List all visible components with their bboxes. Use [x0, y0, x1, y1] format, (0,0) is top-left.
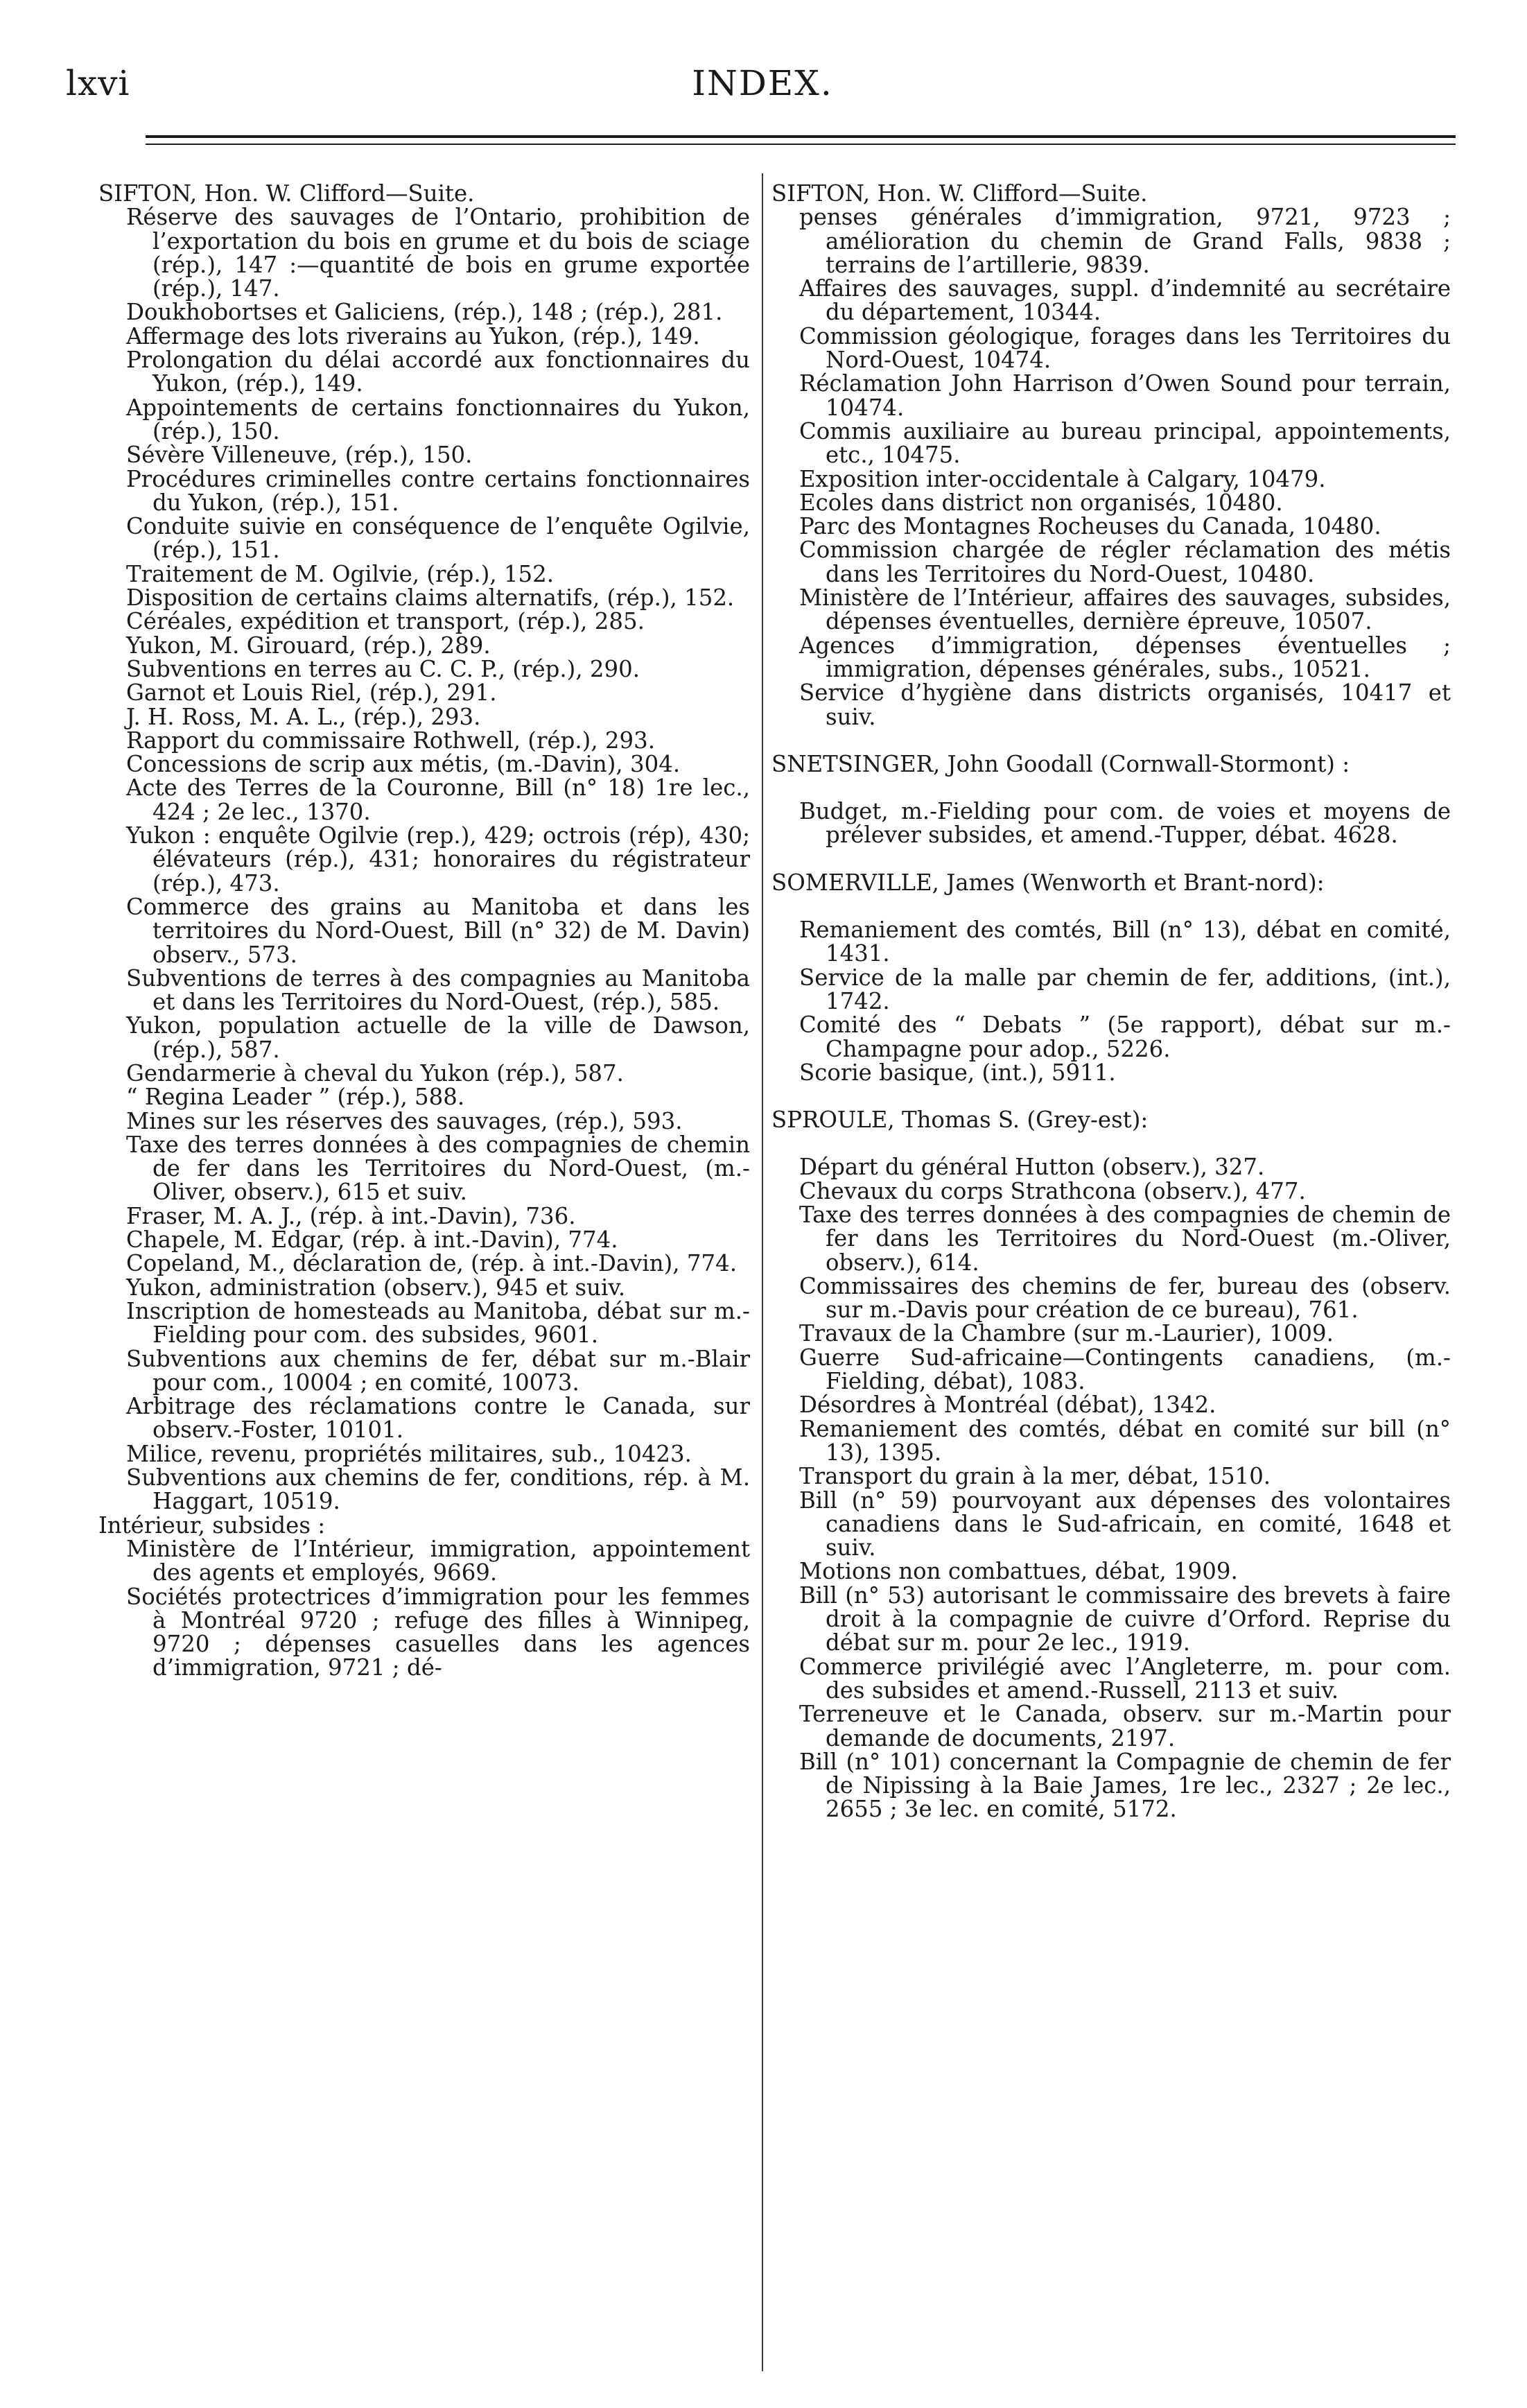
- right-column: [771, 182, 1451, 1821]
- index-entry: Motions non combattues, débat, 1909.: [799, 1558, 1238, 1585]
- index-entry: Service d’hygiène dans districts organisés, 10417 et suiv.: [799, 679, 1451, 730]
- page-title: INDEX.: [692, 63, 833, 103]
- index-entry: Remaniement des comtés, Bill (n° 13), débat en comité, 1431.: [799, 917, 1451, 967]
- index-heading: SIFTON, Hon. W. Clifford—Suite.: [771, 180, 1148, 207]
- index-entry: Travaux de la Chambre (sur m.-Laurier), 1009.: [799, 1320, 1334, 1347]
- index-entry: Doukhobortses et Galiciens, (rép.), 148 ; (rép.), 281.: [126, 299, 723, 326]
- index-entry: Agences d’immigration, dépenses éventuelles ; immigration, dépenses générales, subs., 10521.: [799, 632, 1451, 682]
- index-entry: Yukon, administration (observ.), 945 et suiv.: [126, 1274, 626, 1301]
- index-entry: Fraser, M. A. J., (rép. à int.-Davin), 736.: [126, 1202, 576, 1229]
- index-entry: Commissaires des chemins de fer, bureau des (observ. sur m.-Davis pour création de ce bureau), 761.: [799, 1272, 1451, 1324]
- index-entry: Réserve des sauvages de l’Ontario, prohibition de l’exportation du bois en grume et du bois de sciage (rép.), 147 :—quantité de bois en grume exportée (rép.), 147.: [126, 204, 750, 302]
- index-entry: Subventions de terres à des compagnies au Manitoba et dans les Territoires du Nord-Ouest, (rép.), 585.: [126, 964, 750, 1016]
- index-entry: Commission géologique, forages dans les Territoires du Nord-Ouest, 10474.: [799, 322, 1451, 374]
- index-heading: SNETSINGER, John Goodall (Cornwall-Stormont) :: [771, 750, 1350, 777]
- index-entry: Céréales, expédition et transport, (rép.), 285.: [126, 608, 645, 635]
- index-entry: Terreneuve et le Canada, observ. sur m.-Martin pour demande de documents, 2197.: [799, 1701, 1451, 1751]
- index-entry: Remaniement des comtés, débat en comité sur bill (n° 13), 1395.: [799, 1415, 1451, 1466]
- header-rule-thin: [146, 144, 1456, 145]
- index-heading: SIFTON, Hon. W. Clifford—Suite.: [98, 180, 475, 207]
- index-entry: Arbitrage des réclamations contre le Canada, sur observ.-Foster, 10101.: [126, 1393, 750, 1444]
- index-entry: Comité des “ Debats ” (5e rapport), débat sur m.-Champagne pour adop., 5226.: [799, 1012, 1451, 1062]
- index-heading: SOMERVILLE, James (Wenworth et Brant-nord):: [771, 869, 1325, 896]
- index-entry: Sévère Villeneuve, (rép.), 150.: [126, 442, 473, 469]
- page-header: [66, 55, 1459, 111]
- index-heading: Intérieur, subsides :: [98, 1512, 326, 1539]
- index-entry: Parc des Montagnes Rocheuses du Canada, 10480.: [799, 513, 1381, 540]
- index-heading: SPROULE, Thomas S. (Grey-est):: [771, 1107, 1149, 1134]
- spacer: [771, 729, 1451, 752]
- index-entry: Acte des Terres de la Couronne, Bill (n° 18) 1re lec., 424 ; 2e lec., 1370.: [126, 774, 750, 825]
- index-entry: “ Regina Leader ” (rép.), 588.: [126, 1084, 465, 1111]
- spacer: [771, 776, 1451, 799]
- index-entry: Inscription de homesteads au Manitoba, débat sur m.-Fielding pour com. des subsides, 9601.: [126, 1297, 750, 1349]
- index-entry: Rapport du commissaire Rothwell, (rép.), 293.: [126, 727, 656, 754]
- index-entry: Ministère de l’Intérieur, affaires des sauvages, subsides, dépenses éventuelles, dernière épreuve, 10507.: [799, 584, 1451, 635]
- index-entry: Ecoles dans district non organisés, 10480.: [799, 489, 1283, 516]
- index-entry: Taxe des terres données à des compagnies de chemin de fer dans les Territoires du Nord-Ouest, (m.-Oliver, observ.), 615 et suiv.: [126, 1131, 750, 1206]
- index-entry: Subventions en terres au C. C. P., (rép.), 290.: [126, 655, 640, 682]
- header-rule-thick: [146, 135, 1456, 138]
- index-entry: Subventions aux chemins de fer, débat sur m.-Blair pour com., 10004 ; en comité, 10073.: [126, 1345, 750, 1396]
- index-entry: Conduite suivie en conséquence de l’enquête Ogilvie, (rép.), 151.: [126, 513, 750, 564]
- index-entry: Commission chargée de régler réclamation des métis dans les Territoires du Nord-Ouest, 10480.: [799, 537, 1451, 587]
- index-entry: Affermage des lots riverains au Yukon, (rép.), 149.: [126, 322, 700, 349]
- index-entry: Mines sur les réserves des sauvages, (rép.), 593.: [126, 1107, 683, 1134]
- index-entry: Transport du grain à la mer, débat, 1510.: [799, 1463, 1271, 1490]
- index-entry: Procédures criminelles contre certains fonctionnaires du Yukon, (rép.), 151.: [126, 465, 750, 516]
- spacer: [771, 1084, 1451, 1108]
- index-entry: Exposition inter-occidentale à Calgary, 10479.: [799, 465, 1326, 492]
- index-entry: Commerce privilégié avec l’Angleterre, m. pour com. des subsides et amend.-Russell, 2113 et suiv.: [799, 1653, 1451, 1704]
- index-entry: Yukon, M. Girouard, (rép.), 289.: [126, 632, 491, 659]
- index-entry: Bill (n° 101) concernant la Compagnie de chemin de fer de Nipissing à la Baie James, 1re lec., 2327 ; 2e lec., 2655 ; 3e lec. en comité, 5172.: [799, 1748, 1451, 1823]
- index-entry: Gendarmerie à cheval du Yukon (rép.), 587.: [126, 1059, 624, 1086]
- spacer: [771, 1132, 1451, 1155]
- index-entry: Chapele, M. Edgar, (rép. à int.-Davin), 774.: [126, 1227, 618, 1254]
- index-entry: Affaires des sauvages, suppl. d’indemnité au secrétaire du département, 10344.: [799, 275, 1451, 326]
- index-entry: J. H. Ross, M. A. L., (rép.), 293.: [126, 703, 481, 730]
- index-entry: Prolongation du délai accordé aux fonctionnaires du Yukon, (rép.), 149.: [126, 347, 750, 397]
- spacer: [771, 894, 1451, 918]
- index-entry: Commis auxiliaire au bureau principal, appointements, etc., 10475.: [799, 417, 1451, 469]
- index-entry: Départ du général Hutton (observ.), 327.: [799, 1154, 1265, 1181]
- index-entry: Copeland, M., déclaration de, (rép. à int.-Davin), 774.: [126, 1250, 737, 1277]
- column-divider: [762, 173, 763, 2371]
- index-entry: penses générales d’immigration, 9721, 9723 ; amélioration du chemin de Grand Falls, 9838 ; terrains de l’artillerie, 9839.: [799, 204, 1451, 278]
- index-entry: Garnot et Louis Riel, (rép.), 291.: [126, 679, 497, 707]
- left-column: [98, 182, 750, 1680]
- index-entry: Bill (n° 53) autorisant le commissaire des brevets à faire droit à la compagnie de cuivre d’Orford. Reprise du débat sur m. pour 2e lec., 1919.: [799, 1582, 1451, 1656]
- index-entry: Concessions de scrip aux métis, (m.-Davin), 304.: [126, 751, 681, 778]
- index-entry: Yukon : enquête Ogilvie (rep.), 429; octrois (rép), 430; élévateurs (rép.), 431; honoraires du régistrateur (rép.), 473.: [126, 822, 750, 896]
- index-entry: Disposition de certains claims alternatifs, (rép.), 152.: [126, 584, 735, 612]
- index-entry: Réclamation John Harrison d’Owen Sound pour terrain, 10474.: [799, 370, 1451, 421]
- index-entry: Milice, revenu, propriétés militaires, sub., 10423.: [126, 1440, 692, 1467]
- index-entry: Commerce des grains au Manitoba et dans les territoires du Nord-Ouest, Bill (n° 32) de M. Davin) observ., 573.: [126, 893, 750, 968]
- index-entry: Yukon, population actuelle de la ville de Dawson, (rép.), 587.: [126, 1012, 750, 1063]
- page-number: lxvi: [66, 63, 130, 103]
- index-entry: Désordres à Montréal (débat), 1342.: [799, 1392, 1216, 1419]
- index-entry: Guerre Sud-africaine—Contingents canadiens, (m.-Fielding, débat), 1083.: [799, 1344, 1451, 1395]
- spacer: [771, 847, 1451, 871]
- index-entry: Appointements de certains fonctionnaires du Yukon, (rép.), 150.: [126, 394, 750, 444]
- index-entry: Subventions aux chemins de fer, conditions, rép. à M. Haggart, 10519.: [126, 1464, 750, 1515]
- index-entry: Ministère de l’Intérieur, immigration, appointement des agents et employés, 9669.: [126, 1535, 750, 1586]
- index-entry: Taxe des terres données à des compagnies de chemin de fer dans les Territoires du Nord-Ouest (m.-Oliver, observ.), 614.: [799, 1201, 1451, 1276]
- index-entry: Chevaux du corps Strathcona (observ.), 477.: [799, 1177, 1306, 1204]
- index-entry: Budget, m.-Fielding pour com. de voies et moyens de prélever subsides, et amend.-Tupper, débat. 4628.: [799, 798, 1451, 849]
- index-entry: Service de la malle par chemin de fer, additions, (int.), 1742.: [799, 964, 1451, 1014]
- index-entry: Scorie basique, (int.), 5911.: [799, 1059, 1116, 1086]
- index-entry: Sociétés protectrices d’immigration pour les femmes à Montréal 9720 ; refuge des filles à Winnipeg, 9720 ; dépenses casuelles dans les agences d’immigration, 9721 ; dé-: [126, 1583, 750, 1681]
- index-entry: Bill (n° 59) pourvoyant aux dépenses des volontaires canadiens dans le Sud-africain, en comité, 1648 et suiv.: [799, 1487, 1451, 1561]
- index-entry: Traitement de M. Ogilvie, (rép.), 152.: [126, 560, 555, 587]
